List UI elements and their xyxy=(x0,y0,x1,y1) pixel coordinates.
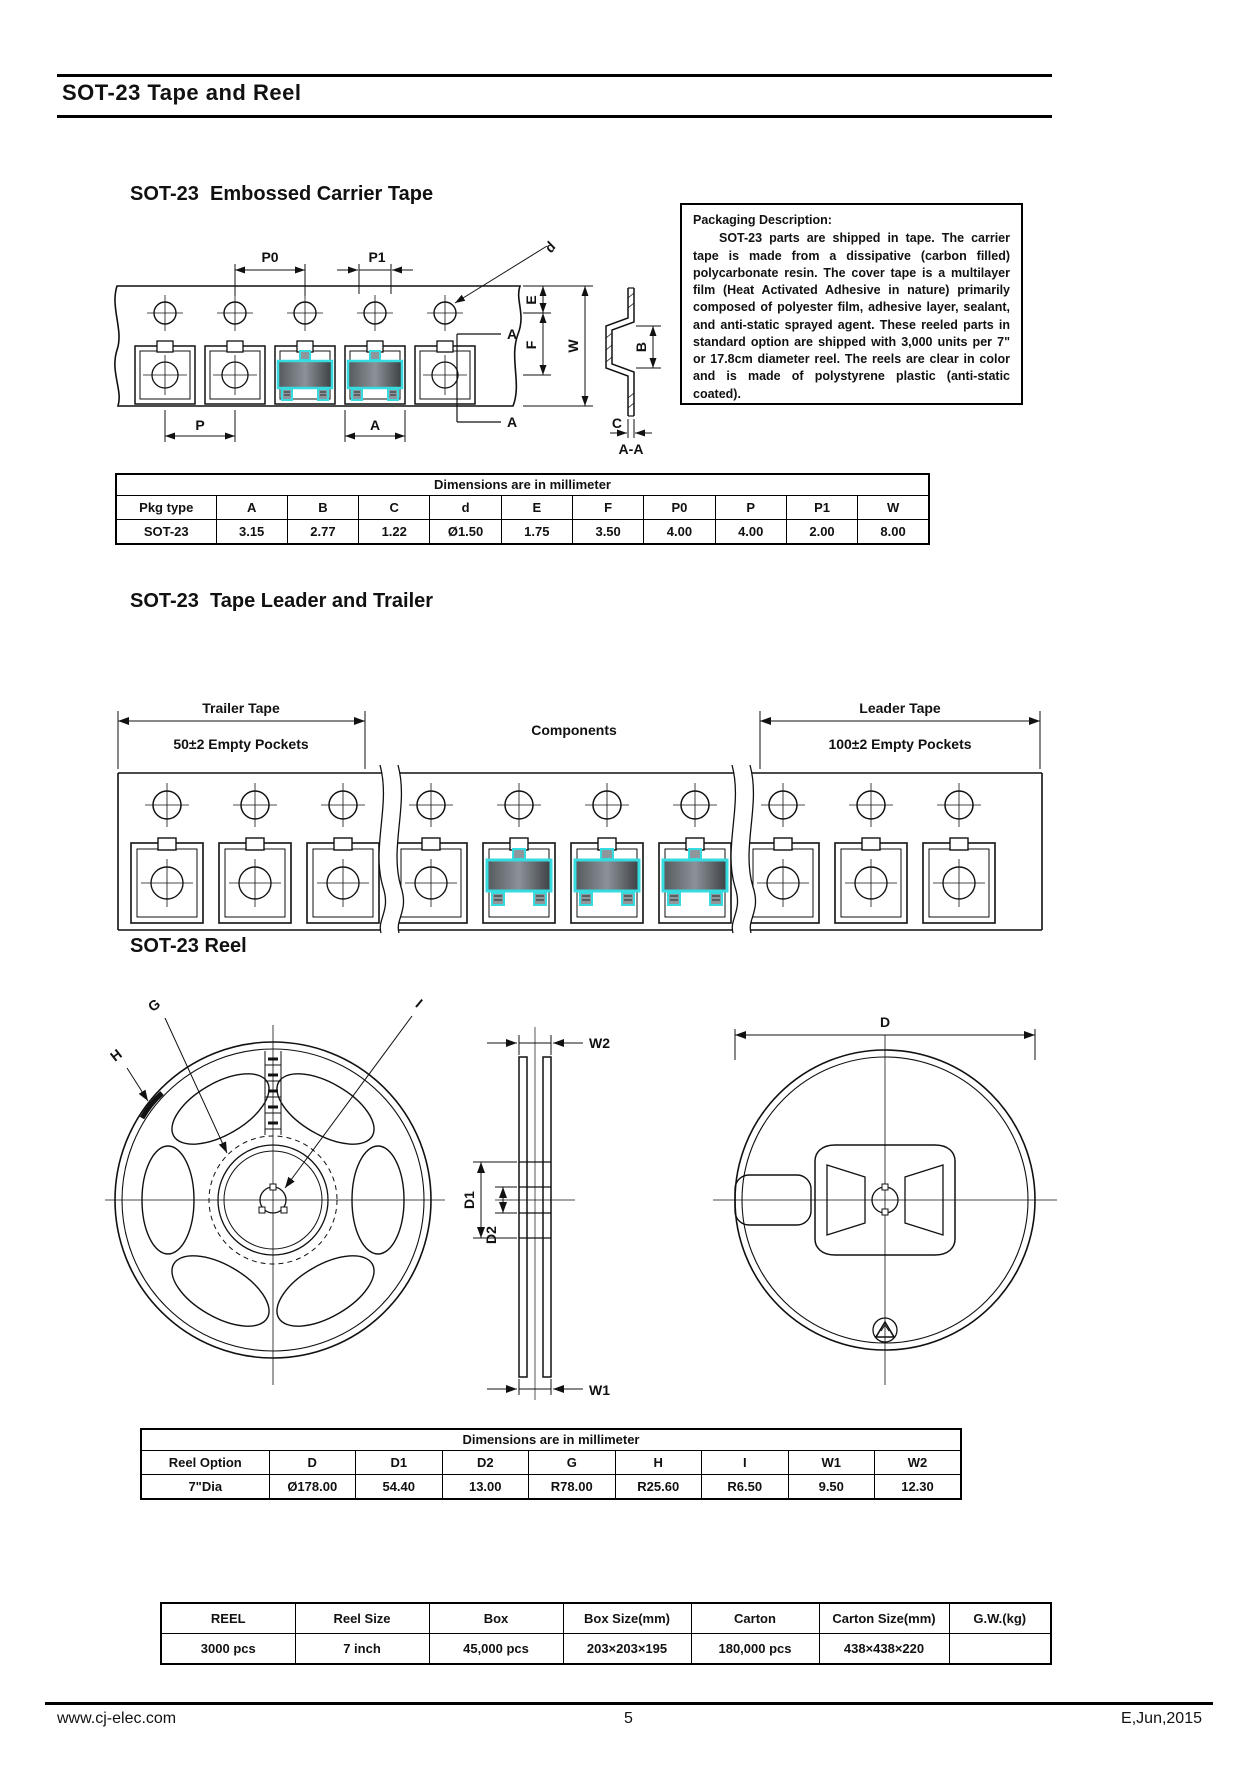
section-title-reel: SOT-23 Reel xyxy=(130,935,247,957)
section-name-label: A-A xyxy=(618,441,644,457)
header-cell: Pkg type xyxy=(116,495,216,519)
leader-trailer-drawing xyxy=(112,615,1047,935)
footer-website: www.cj-elec.com xyxy=(57,1710,177,1727)
footer-page-number: 5 xyxy=(624,1710,633,1727)
value-cell: R78.00 xyxy=(529,1474,616,1499)
header-cell: REEL xyxy=(161,1603,295,1633)
header-cell: A xyxy=(216,495,287,519)
value-cell: R25.60 xyxy=(615,1474,702,1499)
trailer-pockets-label: 50±2 Empty Pockets xyxy=(173,736,309,752)
section-label-a-bottom: A xyxy=(507,414,518,430)
pockets xyxy=(131,838,995,923)
value-cell: SOT-23 xyxy=(116,519,216,544)
value-cell: 13.00 xyxy=(442,1474,529,1499)
h-leader-line xyxy=(127,1068,148,1101)
value-cell xyxy=(949,1633,1051,1664)
tape-dimensions-table xyxy=(115,473,930,545)
value-cell: 9.50 xyxy=(788,1474,875,1499)
value-cell: 1.22 xyxy=(359,519,430,544)
header-cell: Box xyxy=(429,1603,563,1633)
dim-label-w: W xyxy=(565,339,581,353)
value-cell: 3000 pcs xyxy=(161,1633,295,1664)
header-cell: B xyxy=(287,495,358,519)
header-cell: P0 xyxy=(644,495,715,519)
footer-revision: E,Jun,2015 xyxy=(1121,1710,1202,1727)
leader-pockets-label: 100±2 Empty Pockets xyxy=(828,736,972,752)
carrier-tape-drawing xyxy=(95,238,670,470)
packaging-description-body: SOT-23 parts are shipped in tape. The carrier tape is made from a dissipative (carbon filled) polycarbonate resin. The cover tape is a multilayer film (Heat Activated Adhesive in nature) primarily composed of polyester film, adhesive layer, sealant, and anti-static sprayed agent. These reeled parts in standard option are shipped with 3,000 units per 7" or 17.8cm diameter reel. The reels are clear in color and is made of polystyrene plastic (anti-static coated). xyxy=(693,231,1010,401)
value-cell: 4.00 xyxy=(715,519,786,544)
dim-label-p: P xyxy=(195,417,205,433)
dim-label-p0: P0 xyxy=(261,249,279,265)
header-cell: D2 xyxy=(442,1450,529,1474)
cross-section-profile xyxy=(606,288,634,416)
section-title-leader-trailer: SOT-23 Tape Leader and Trailer xyxy=(130,590,434,612)
reel-back-view xyxy=(713,1014,1057,1385)
dim-label-w2: W2 xyxy=(589,1035,610,1051)
header-cell: Reel Size xyxy=(295,1603,429,1633)
header-cell: P1 xyxy=(786,495,857,519)
dim-label-f: F xyxy=(523,340,539,350)
value-cell: 180,000 pcs xyxy=(691,1633,819,1664)
value-cell: 7 inch xyxy=(295,1633,429,1664)
value-cell: 4.00 xyxy=(644,519,715,544)
packaging-description-box xyxy=(680,203,1023,405)
packing-table xyxy=(160,1602,1052,1665)
header-cell: W1 xyxy=(788,1450,875,1474)
value-cell: 54.40 xyxy=(356,1474,443,1499)
table-caption: Dimensions are in millimeter xyxy=(116,474,929,495)
dim-label-h: H xyxy=(107,1045,125,1065)
value-cell: 438×438×220 xyxy=(819,1633,949,1664)
dim-label-a-width: A xyxy=(369,417,381,433)
dim-p0 xyxy=(235,264,305,296)
value-cell: 8.00 xyxy=(858,519,929,544)
value-cell: 3.50 xyxy=(572,519,643,544)
sprocket-holes xyxy=(147,295,463,331)
footer-rule xyxy=(45,1702,1213,1705)
header-cell: W xyxy=(858,495,929,519)
value-cell: 1.75 xyxy=(501,519,572,544)
dim-label-c: C xyxy=(611,415,622,431)
dim-label-e: E xyxy=(523,295,539,305)
leader-tape-label: Leader Tape xyxy=(859,700,941,716)
dim-p1 xyxy=(337,264,413,294)
header-cell: Reel Option xyxy=(141,1450,269,1474)
dim-label-p1: P1 xyxy=(368,249,386,265)
dim-label-w1: W1 xyxy=(589,1382,610,1398)
reel-side-view xyxy=(461,1027,610,1400)
value-cell: 45,000 pcs xyxy=(429,1633,563,1664)
value-cell: R6.50 xyxy=(702,1474,789,1499)
trailer-tape-label: Trailer Tape xyxy=(202,700,280,716)
reel-dimensions-table xyxy=(140,1428,962,1500)
header-rule-bottom xyxy=(57,115,1052,118)
dim-label-b: B xyxy=(633,341,649,353)
section-label-a-top: A xyxy=(507,326,518,342)
header-cell: Carton xyxy=(691,1603,819,1633)
dim-leader-d xyxy=(455,246,547,303)
dim-label-d1: D1 xyxy=(461,1191,477,1209)
page-title: SOT-23 Tape and Reel xyxy=(62,80,302,105)
value-cell: 3.15 xyxy=(216,519,287,544)
footer xyxy=(0,1710,1257,1728)
header-cell: Carton Size(mm) xyxy=(819,1603,949,1633)
header-rule-top xyxy=(57,74,1052,77)
packaging-description-title: Packaging Description: xyxy=(693,213,832,227)
sprocket-holes xyxy=(145,783,981,827)
dim-label-d: d xyxy=(540,239,559,256)
header-cell: D1 xyxy=(356,1450,443,1474)
value-cell: 2.77 xyxy=(287,519,358,544)
value-cell: 7"Dia xyxy=(141,1474,269,1499)
components-label: Components xyxy=(531,722,617,738)
reel-drawing xyxy=(95,985,1060,1425)
section-title-carrier-tape: SOT-23 Embossed Carrier Tape xyxy=(130,183,434,205)
header-cell: G.W.(kg) xyxy=(949,1603,1051,1633)
dim-label-i: I xyxy=(412,995,426,1011)
i-leader-line xyxy=(285,1016,412,1188)
header-cell: d xyxy=(430,495,501,519)
value-cell: 203×203×195 xyxy=(563,1633,691,1664)
table-caption: Dimensions are in millimeter xyxy=(141,1429,961,1450)
header-cell: P xyxy=(715,495,786,519)
header-cell: W2 xyxy=(875,1450,962,1474)
value-cell: Ø178.00 xyxy=(269,1474,356,1499)
dim-label-g: G xyxy=(144,995,164,1015)
dim-label-d2: D2 xyxy=(483,1226,499,1244)
header-cell: G xyxy=(529,1450,616,1474)
value-cell: 2.00 xyxy=(786,519,857,544)
header-cell: Box Size(mm) xyxy=(563,1603,691,1633)
reel-front-view xyxy=(105,995,445,1385)
value-cell: Ø1.50 xyxy=(430,519,501,544)
header-cell: F xyxy=(572,495,643,519)
header-cell: E xyxy=(501,495,572,519)
header-cell: I xyxy=(702,1450,789,1474)
header-cell: C xyxy=(359,495,430,519)
header-cell: H xyxy=(615,1450,702,1474)
dim-label-d: D xyxy=(879,1014,891,1030)
value-cell: 12.30 xyxy=(875,1474,962,1499)
header-cell: D xyxy=(269,1450,356,1474)
